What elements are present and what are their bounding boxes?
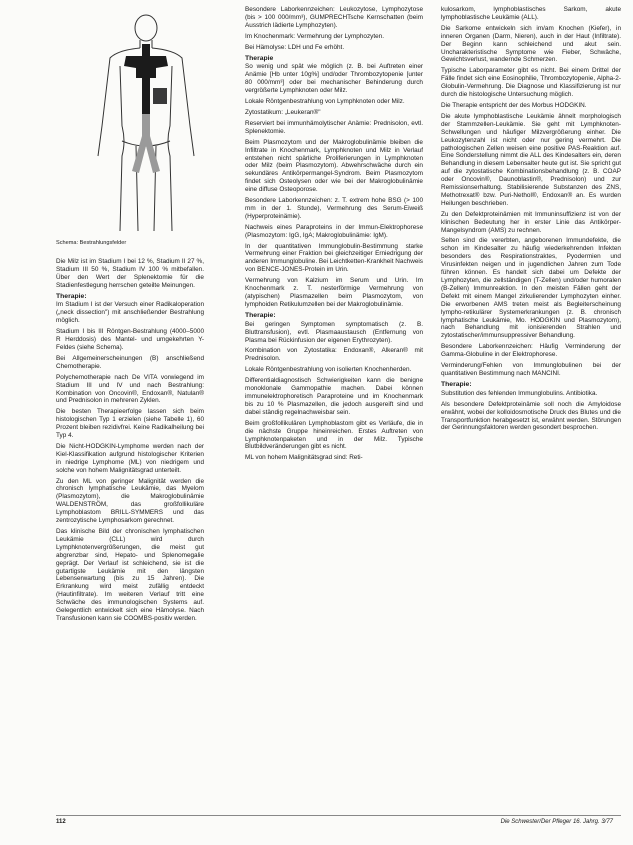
paragraph: Zu den ML von geringer Malignität werden die chronisch lymphatische Leukämie, das Myelom (Plasmozytom), die Makroglobulinämie WALDENSTRÖM, das großfollikuläre Lymphoblastom BRILL-SYMMERS und das zentrozytische Lymphosarkom gerechnet. [56,477,204,525]
section-heading: Therapie: [245,311,276,319]
paragraph: Typische Laborparameter gibt es nicht. Bei einem Drittel der Fälle findet sich eine Eosinophilie, Thrombozytopenie, Alpha-2-Globulin-Vermehrung. Die Diagnose und Klassifizierung ist nur durch die histologische Untersuchung möglich. [441,67,621,99]
paragraph: Bei Allgemeinerscheinungen (B) anschließend Chemotherapie. [56,354,204,370]
journal-source: Die Schwester/Der Pfleger 16. Jahrg. 3/77 [500,819,613,825]
figure-caption: Schema: Bestrahlungsfelder [56,240,127,246]
paragraph: Polychemotherapie nach De VITA vorwiegend im Stadium III und IV und nach Bestrahlung: Kombination von Oncovin®, Endoxan®, Natulan® und Prednisolon in mehreren Zyklen. [56,373,204,405]
body-outline-diagram [56,6,204,238]
paragraph: Verminderung/Fehlen von Immunglobulinen bei der quantitativen Bestimmung nach MANCINI. [441,362,621,377]
paragraph: Im Stadium I ist der Versuch einer Radikaloperation („neck dissection") mit anschließender Bestrahlung möglich. [56,301,204,325]
page-number: 112 [56,819,66,825]
footer-rule [56,815,621,816]
paragraph: Die besten Therapieerfolge lassen sich beim histologischen Typ 1 erzielen (siehe Tabelle 1), 60 Prozent bleiben rezidivfrei. Keine Radikalheilung bei Typ 4. [56,408,204,440]
column-2 [245,6,423,465]
paragraph: Beim Plasmozytom und der Makroglobulinämie bleiben die Infiltrate in Knochenmark, Lymphknoten und Milz in Verlauf entstehen nicht spärliche Proliferierungen in Lymphknoten oder Milz (beim Plasmozytom). Abwehrschwäche durch ein sekundäres Antikörpermangel-Syndrom. Beim Plasmozytom findet sich Osteolysen oder wie bei der Makroglobulinämie eine diffuse Osteoporose. [245,138,423,194]
section-heading: Therapie: [441,380,472,388]
paragraph: kulosarkom, lymphoblastisches Sarkom, akute lymphoblastische Leukämie (ALL). [441,6,621,21]
paragraph: Substitution des fehlenden Immunglobulins. Antibiotika. [441,389,598,397]
paragraph: Das klinische Bild der chronischen lymphatischen Leukämie (CLL) wird durch Lymphknotenvergrößerungen, die meist gut abgrenzbar sind, Hepato- und Splenomegalie geprägt. Der Verlauf ist schleichend, sie ist die gutartigste Leukämie mit den längsten Lebenserwartung (bis zu 15 Jahren). Die Erkrankung wird meist zufällig entdeckt (Hautinfiltrate). Im weiteren Verlauf tritt eine Schwäche des immunologischen Systems auf. Gelegentlich entwickelt sich eine Hämolyse. Nach Transfusionen kann sie COOMBS-positiv werden. [56,528,204,622]
paragraph: Die Milz ist im Stadium I bei 12 %, Stadium II 27 %, Stadium III 50 %, Stadium IV 100 % mitbefallen. Über den Wert der Splenektomie für die Stadienfestlegung herrschen geteilte Meinungen. [56,257,204,289]
paragraph: Die Sarkome entwickeln sich im/am Knochen (Kiefer), in inneren Organen (Darm, Nieren), auch in der Haut (Infiltrate). Der Beginn kann schleichend und akut sein. Uncharakteristische Symptome wie Fieber, Schwäche, Gewichtsverlust, wandernde Schmerzen. [441,24,621,64]
paragraph: Kombination von Zytostatika: Endoxan®, Alkeran® mit Prednisolon. [245,347,423,363]
paragraph: Besondere Laborkennzeichen: Leukozytose, Lymphozytose (bis > 100 000/mm³), GUMPRECHTsche Kernschatten (beim Ausstrich lädierte Lymphozyten). [245,6,423,29]
column-1-text [56,258,204,623]
paragraph: Zu den Defektproteinämien mit Immuninsuffizienz ist von der klinischen Bedeutung her in erster Linie das Antikörper-Mangelsyndrom (AMS) zu rechnen. [441,210,621,234]
radiation-field-figure [56,6,204,238]
paragraph: Im Knochenmark: Vermehrung der Lymphozyten. [245,32,385,40]
column-1 [56,6,204,806]
paragraph: Stadium I bis III Röntgen-Bestrahlung (4000–5000 R Herddosis) des Mantel- und umgekehrten Y-Feldes (siehe Schema). [56,328,204,351]
paragraph: Lokale Röntgenbestrahlung von isolierten Knochenherden. [245,366,412,374]
paragraph: Bei geringen Symptomen symptomatisch (z. B. Bluttransfusion), evtl. Plasmaaustausch (Entfernung von Plasma bei Rückinfusion der eigenen Erythrozyten). [245,320,423,344]
paragraph: So wenig und spät wie möglich (z. B. bei Auftreten einer Anämie [Hb unter 10g%] und/oder Thrombozytopenie [unter 80 000/mm³] oder bei mechanischer Behinderung durch vergrößerte Lymphknoten oder Milz. [245,63,423,95]
paragraph: In der quantitativen Immunglobulin-Bestimmung starke Vermehrung einer Fraktion bei gleichzeitiger Erniedrigung der anderen Immunglobuline. Bei Leichtketten-Krankheit Nachweis von BENCE-JONES-Protein im Urin. [245,242,423,274]
paragraph: Besondere Laborkennzeichen: z. T. extrem hohe BSG (> 100 mm in der 1. Stunde), Vermehrung des Serum-Eiweiß (Hyperproteinämie). [245,197,423,220]
paragraph: Die Therapie entspricht der des Morbus HODGKIN. [441,101,587,109]
paragraph: Vermehrung von Kalzium im Serum und Urin. Im Knochenmark z. T. nesterförmige Vermehrung von (atypischen) Plasmazellen beim Plasmozytom, von lymphoiden Retikulumzellen bei der Makroglobulinämie. [245,277,423,308]
paragraph: Beim großfollikulären Lymphoblastom gibt es Verläufe, die in die nächste Gruppe hineinreichen. Erstes Auftreten von Lymphknotenpaketen und in der Milz. Typische Blutbildveränderungen gibt es nicht. [245,419,423,451]
paragraph: Besondere Laborkennzeichen: Häufig Verminderung der Gamma-Globuline in der Elektrophorese. [441,343,621,359]
paragraph: Reserviert bei immunhämolytischer Anämie: Prednisolon, evtl. Splenektomie. [245,119,423,135]
paragraph: Lokale Röntgenbestrahlung von Lymphknoten oder Milz. [245,98,405,106]
page-footer [0,819,633,831]
paragraph: Selten sind die vererbten, angeborenen Immundefekte, die schon im Kindesalter zu häufig wiederkehrenden Infekten besonders des Respirationstraktes, Pyodermien und Virusinfekten neigen und in jugendlichen Jahren zum Tode führen können. Es handelt sich dabei um Defekte der Lymphozyten, die zellständigen (T-Zellen) und/oder humoralen (B-Zellen) Immunreaktion. In den meisten Fällen geht der Defekt mit einem Mangel zirkulierender Lymphozyten einher. Die erworbenen AMS treten meist als Begleiterscheinung lympho-retikulärer Systemerkrankungen (z. B. chronisch lymphatische Leukämie, Mo. HODGKIN und Plasmozytom), nach Behandlung mit ionisierenden Strahlen und zytostatischer/immunsuppressiver Behandlung. [441,237,621,340]
paragraph: Als besondere Defektproteinämie soll noch die Amyloidose erwähnt, wobei der kolloidosmotische Druck des Blutes und die Transportfunktion herabgesetzt ist, erwähnt werden. Störungen der Gerinnungsfaktoren werden gesondert besprochen. [441,400,621,432]
paragraph: Bei Hämolyse: LDH und Fe erhöht. [245,43,345,51]
paragraph: ML von hohem Malignitätsgrad sind: Reti- [245,454,363,462]
paragraph: Die Nicht-HODGKIN-Lymphome werden nach der Kiel-Klassifikation aufgrund histologischer Kriterien in niedrige Lymphome (ML) von niedrigem und solche von hohem Malignitätsgrad unterteilt. [56,442,204,474]
column-3 [441,6,621,435]
section-heading: Therapie: [56,292,87,300]
paragraph: Differentialdiagnostisch Schwierigkeiten kann die benigne monoklonale Gammopathie machen. Dabei können immunelektrophoretisch Paraproteine und im Knochenmark bis zu 10 % Plasmazellen, die jedoch ausgereift sind und dabei ständig regelnachweisbar sein. [245,377,423,416]
paragraph: Zytostatikum: „Leukeran®" [245,108,321,116]
paragraph: Die akute lymphoblastische Leukämie ähnelt morphologisch der Stammzellen-Leukämie. Sie geht mit Lymphknoten-Schwellungen und häufiger Milzvergrößerung einher. Die Leukozytenzahl ist nicht oder nur gering vermehrt. Die pathologischen Zellen weisen eine positive PAS-Reaktion auf. Eine Sonderstellung nimmt die ALL des Kindesalters ein, deren Behandlung in diesem Lebensalter heute gut ist. Sie spricht gut auf die zytostatische Kombinationsbehandlung (z. B. COAP oder Oncovin®, Daunoblastin®, Prednisolon) und zur Remissionserhaltung. Stabilisierende Substanzen des ZNS, Methotrexat® bzw. Puri-Nethol®, Endoxan® an. Es wurden Heilungen beschrieben. [441,112,621,207]
section-heading: Therapie [245,54,274,62]
paragraph: Nachweis eines Paraproteins in der Immun-Elektrophorese (Plasmozytom: IgG, IgA; Makroglobulinämie: IgM). [245,223,423,239]
